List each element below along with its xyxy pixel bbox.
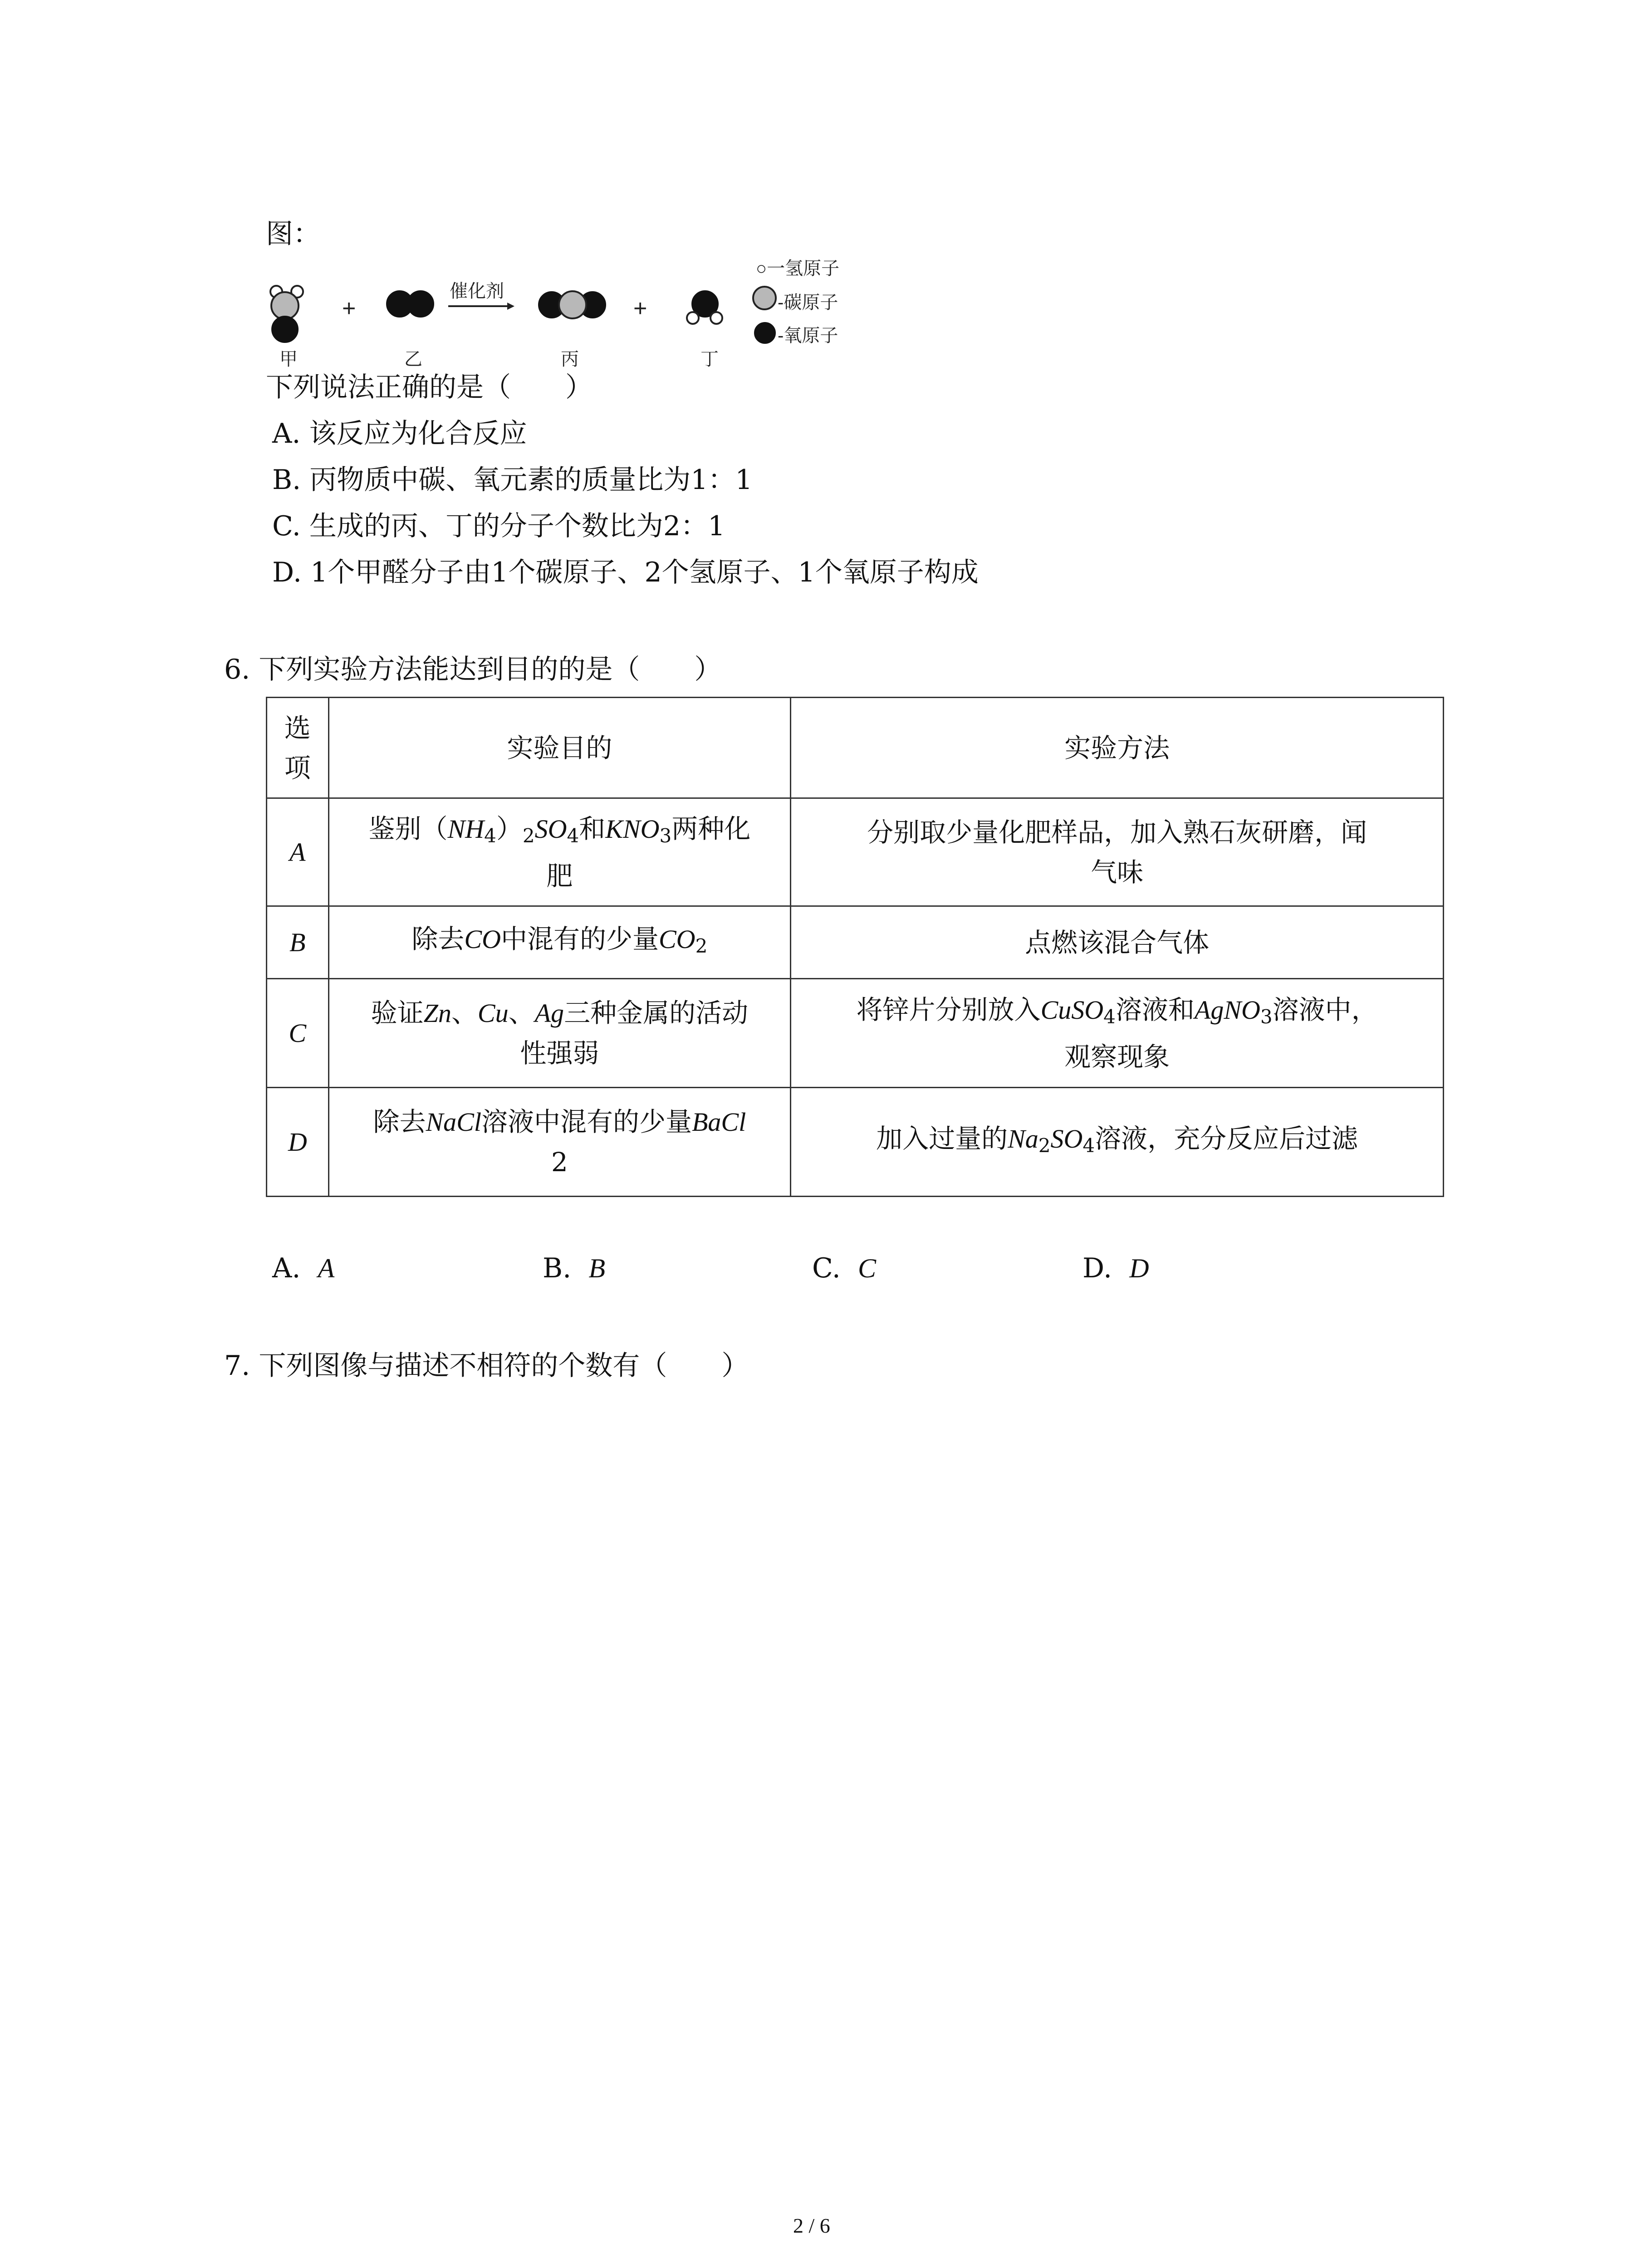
question-7-stem: 7. 下列图像与描述不相符的个数有（ ） <box>224 1350 749 1382</box>
row-method: 点燃该混合气体 <box>791 906 1444 979</box>
figure-label: 图： <box>266 218 320 250</box>
q6-choice-b: B. B <box>543 1252 605 1284</box>
molecule-jia <box>266 272 307 340</box>
q6-choice-c: C. C <box>812 1252 877 1284</box>
plus-sign: + <box>342 295 356 322</box>
catalyst-label: 催化剂 <box>450 281 504 301</box>
label-bing: 丙 <box>561 349 579 369</box>
arrow-icon <box>447 299 515 313</box>
plus-sign: + <box>633 295 647 322</box>
q6-choice-d: D. D <box>1083 1252 1149 1284</box>
molecule-bing <box>538 290 606 322</box>
table-row <box>267 798 1444 906</box>
table-row <box>267 979 1444 1088</box>
oxygen-atom <box>407 290 434 318</box>
row-purpose: 鉴别$(NH_4)_2SO_4$和$KNO_3$两种化 肥 <box>328 798 791 906</box>
table-row <box>267 1088 1444 1197</box>
reaction-diagram <box>266 259 910 376</box>
carbon-atom <box>558 290 587 319</box>
row-purpose: 验证Zn、Cu、Ag三种金属的活动 性强弱 <box>328 979 791 1088</box>
molecule-ding <box>683 290 729 327</box>
q5-option-c: C. 生成的丙、丁的分子个数比为2：1 <box>272 510 725 542</box>
molecule-yi <box>386 290 441 322</box>
row-purpose: 除去NaCl溶液中混有的少量BaCl 2 <box>328 1088 791 1197</box>
label-ding: 丁 <box>700 349 719 369</box>
legend-hydrogen: ○一氢原子 <box>756 259 840 279</box>
q5-option-d: D. 1个甲醛分子由1个碳原子、2个氢原子、1个氧原子构成 <box>272 557 979 588</box>
q6-choice-a: A. A <box>272 1252 335 1284</box>
row-purpose: 除去CO中混有的少量$CO_2$ <box>328 906 791 979</box>
table-row <box>267 906 1444 979</box>
table-header-row <box>267 698 1444 798</box>
legend-carbon: -碳原子 <box>778 293 838 313</box>
q5-option-b: B. 丙物质中碳、氧元素的质量比为1：1 <box>272 464 753 496</box>
oxygen-atom <box>271 316 299 343</box>
legend-oxygen-icon <box>754 322 776 344</box>
legend-oxygen: -氧原子 <box>778 326 838 346</box>
row-label: B <box>267 906 329 979</box>
row-method: 加入过量的$Na_2SO_4$溶液，充分反应后过滤 <box>791 1088 1444 1197</box>
row-method: 分别取少量化肥样品，加入熟石灰研磨，闻 气味 <box>791 798 1444 906</box>
row-label: A <box>267 798 329 906</box>
legend-carbon-icon <box>752 286 777 310</box>
row-method: 将锌片分别放入CuSO$_4$溶液和AgNO$_3$溶液中， 观察现象 <box>791 979 1444 1088</box>
hydrogen-atom <box>686 311 700 325</box>
row-label: D <box>267 1088 329 1197</box>
q5-option-a: A. 该反应为化合反应 <box>272 418 527 450</box>
header-option: 选 项 <box>267 698 329 798</box>
label-jia: 甲 <box>279 349 298 369</box>
label-yi: 乙 <box>404 349 422 369</box>
page-number: 2 / 6 <box>793 2214 830 2237</box>
header-purpose: 实验目的 <box>328 698 791 798</box>
question-5-stem: 下列说法正确的是（ ） <box>266 371 593 403</box>
experiment-table <box>266 697 1444 1197</box>
question-6-stem: 6. 下列实验方法能达到目的的是（ ） <box>224 654 722 685</box>
header-method: 实验方法 <box>791 698 1444 798</box>
hydrogen-atom <box>710 311 723 325</box>
row-label: C <box>267 979 329 1088</box>
